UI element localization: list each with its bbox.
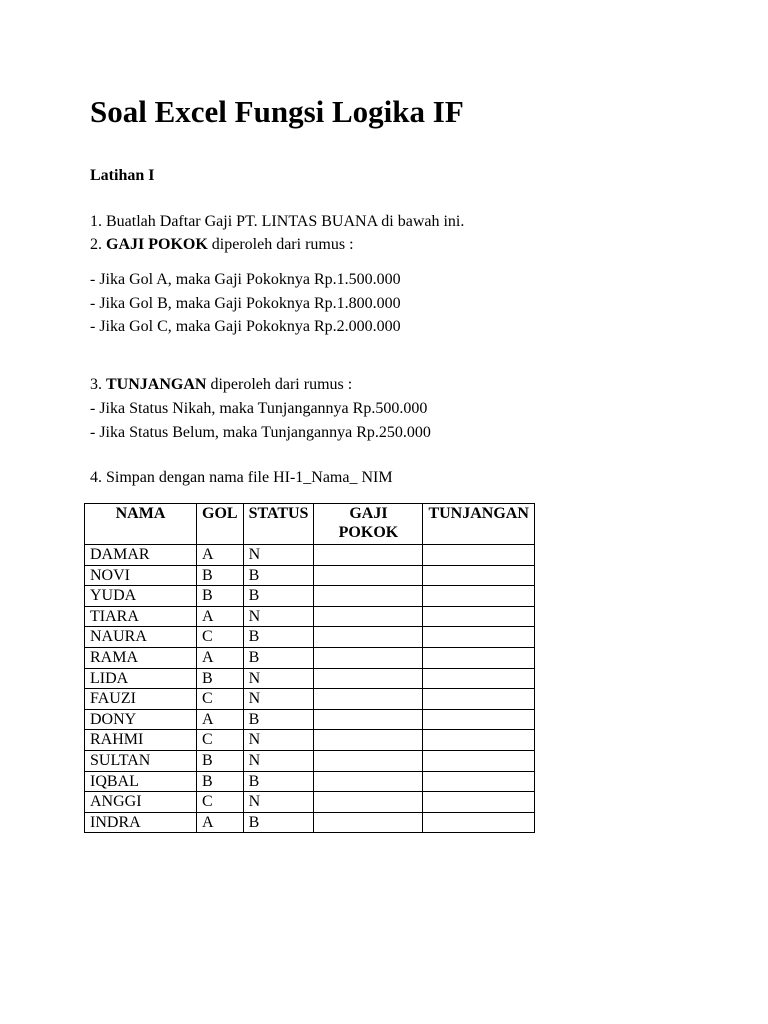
cell-status: B [243, 565, 314, 586]
cell-nama: NAURA [85, 627, 197, 648]
cell-nama: LIDA [85, 668, 197, 689]
cell-gaji-pokok [314, 750, 423, 771]
cell-gaji-pokok [314, 812, 423, 833]
header-tunjangan: TUNJANGAN [423, 504, 534, 545]
cell-tunjangan [423, 730, 534, 751]
cell-status: B [243, 586, 314, 607]
cell-gaji-pokok [314, 668, 423, 689]
table-row [85, 750, 535, 771]
cell-status: B [243, 812, 314, 833]
cell-nama: ANGGI [85, 792, 197, 813]
table-row [85, 730, 535, 751]
instruction-3-keyword: TUNJANGAN [106, 376, 207, 393]
gaji-rule-b: - Jika Gol B, maka Gaji Pokoknya Rp.1.800.000 [90, 295, 401, 312]
cell-gol: A [197, 709, 244, 730]
cell-status: N [243, 750, 314, 771]
instruction-2 [90, 235, 354, 255]
cell-status: N [243, 545, 314, 566]
table-row [85, 709, 535, 730]
cell-status: B [243, 647, 314, 668]
cell-tunjangan [423, 750, 534, 771]
cell-status: N [243, 689, 314, 710]
cell-nama: SULTAN [85, 750, 197, 771]
page-title: Soal Excel Fungsi Logika IF [90, 94, 464, 129]
cell-tunjangan [423, 565, 534, 586]
instruction-2-suffix: diperoleh dari rumus : [207, 236, 354, 253]
header-status: STATUS [243, 504, 314, 545]
table-row [85, 668, 535, 689]
cell-status: N [243, 792, 314, 813]
header-gaji-pokok [314, 504, 423, 545]
cell-nama: TIARA [85, 606, 197, 627]
cell-gaji-pokok [314, 627, 423, 648]
cell-nama: IQBAL [85, 771, 197, 792]
table-row [85, 792, 535, 813]
table-row [85, 689, 535, 710]
cell-gol: A [197, 545, 244, 566]
header-nama: NAMA [85, 504, 197, 545]
instruction-2-keyword: GAJI POKOK [106, 236, 208, 253]
cell-status: N [243, 730, 314, 751]
cell-tunjangan [423, 627, 534, 648]
header-gol: GOL [197, 504, 244, 545]
instruction-3-prefix: 3. [90, 376, 106, 393]
cell-status: B [243, 627, 314, 648]
instruction-2-prefix: 2. [90, 236, 106, 253]
cell-nama: DAMAR [85, 545, 197, 566]
cell-tunjangan [423, 689, 534, 710]
cell-tunjangan [423, 668, 534, 689]
gaji-rule-a: - Jika Gol A, maka Gaji Pokoknya Rp.1.500.000 [90, 271, 401, 288]
cell-status: N [243, 606, 314, 627]
cell-gaji-pokok [314, 792, 423, 813]
cell-nama: RAHMI [85, 730, 197, 751]
table-row [85, 586, 535, 607]
cell-gaji-pokok [314, 606, 423, 627]
cell-nama: RAMA [85, 647, 197, 668]
tunjangan-rule-belum: - Jika Status Belum, maka Tunjangannya Rp.250.000 [90, 424, 431, 441]
cell-gol: B [197, 668, 244, 689]
table-row [85, 606, 535, 627]
cell-gol: B [197, 586, 244, 607]
table-header-row [85, 504, 535, 545]
cell-gaji-pokok [314, 586, 423, 607]
cell-gaji-pokok [314, 689, 423, 710]
cell-gaji-pokok [314, 709, 423, 730]
cell-tunjangan [423, 647, 534, 668]
cell-nama: NOVI [85, 565, 197, 586]
salary-table [84, 503, 535, 833]
table-row [85, 545, 535, 566]
instruction-4: 4. Simpan dengan nama file HI-1_Nama_ NIM [90, 469, 393, 486]
instruction-3 [90, 375, 352, 395]
cell-status: B [243, 709, 314, 730]
cell-status: B [243, 771, 314, 792]
table-row [85, 812, 535, 833]
instruction-1: 1. Buatlah Daftar Gaji PT. LINTAS BUANA di bawah ini. [90, 213, 465, 230]
table-row [85, 647, 535, 668]
cell-nama: FAUZI [85, 689, 197, 710]
section-heading: Latihan I [90, 167, 155, 184]
cell-nama: YUDA [85, 586, 197, 607]
cell-gol: B [197, 771, 244, 792]
cell-nama: INDRA [85, 812, 197, 833]
cell-gol: C [197, 792, 244, 813]
cell-tunjangan [423, 586, 534, 607]
table-row [85, 565, 535, 586]
table-row [85, 627, 535, 648]
cell-tunjangan [423, 812, 534, 833]
cell-gol: C [197, 689, 244, 710]
cell-gol: A [197, 606, 244, 627]
gaji-rule-c: - Jika Gol C, maka Gaji Pokoknya Rp.2.000.000 [90, 318, 401, 335]
cell-gaji-pokok [314, 730, 423, 751]
cell-nama: DONY [85, 709, 197, 730]
cell-gol: C [197, 627, 244, 648]
cell-gol: B [197, 750, 244, 771]
header-gaji-line1: GAJI [349, 505, 388, 522]
cell-tunjangan [423, 709, 534, 730]
cell-tunjangan [423, 792, 534, 813]
cell-gol: C [197, 730, 244, 751]
cell-tunjangan [423, 606, 534, 627]
table-row [85, 771, 535, 792]
instruction-3-suffix: diperoleh dari rumus : [206, 376, 353, 393]
cell-gaji-pokok [314, 565, 423, 586]
cell-status: N [243, 668, 314, 689]
cell-tunjangan [423, 771, 534, 792]
cell-gol: A [197, 812, 244, 833]
cell-gaji-pokok [314, 647, 423, 668]
cell-gaji-pokok [314, 545, 423, 566]
cell-gol: A [197, 647, 244, 668]
header-gaji-line2: POKOK [338, 524, 399, 541]
cell-gaji-pokok [314, 771, 423, 792]
tunjangan-rule-nikah: - Jika Status Nikah, maka Tunjangannya Rp.500.000 [90, 400, 428, 417]
cell-gol: B [197, 565, 244, 586]
cell-tunjangan [423, 545, 534, 566]
